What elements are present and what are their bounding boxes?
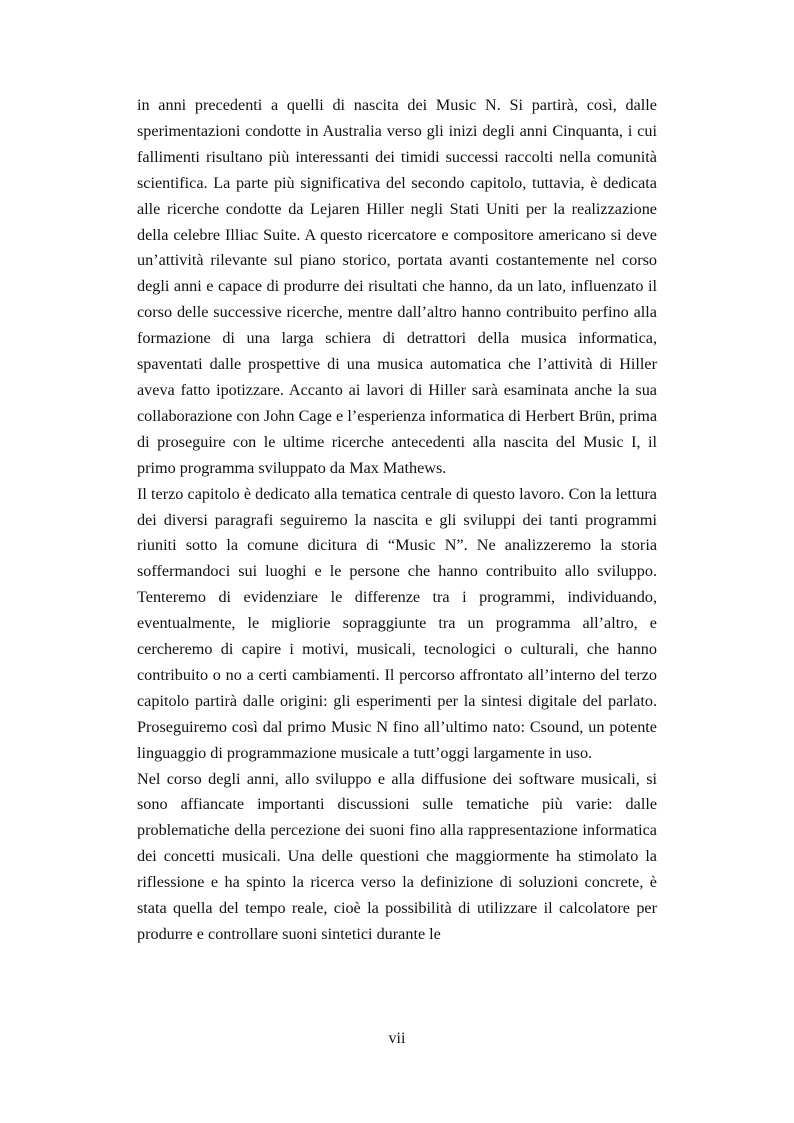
paragraph-2: Il terzo capitolo è dedicato alla tematica centrale di questo lavoro. Con la lettura dei diversi paragrafi seguiremo la nascita e gli sviluppi dei tanti programmi riuniti sotto la comune dicitura di “Music N”. Ne analizzeremo la storia soffermandoci sui luoghi e le persone che hanno contribuito allo sviluppo. Tenteremo di evidenziare le differenze tra i programmi, individuando, eventualmente, le migliorie sopraggiunte tra un programma all’altro, e cercheremo di capire i motivi, musicali, tecnologici o culturali, che hanno contribuito o no a certi cambiamenti. Il percorso affrontato all’interno del terzo capitolo partirà dalle origini: gli esperimenti per la sintesi digitale del parlato. Proseguiremo così dal primo Music N fino all’ultimo nato: Csound, un potente linguaggio di programmazione musicale a tutt’oggi largamente in uso.	[137, 484, 657, 762]
paragraph-3: Nel corso degli anni, allo sviluppo e alla diffusione dei software musicali, si sono affiancate importanti discussioni sulle tematiche più varie: dalle problematiche della percezione dei suoni fino alla rappresentazione informatica dei concetti musicali. Una delle questioni che maggiormente ha stimolato la riflessione e ha spinto la ricerca verso la definizione di soluzioni concrete, è stata quella del tempo reale, cioè la possibilità di utilizzare il calcolatore per produrre e controllare suoni sintetici durante le	[137, 769, 657, 943]
paragraph-1: in anni precedenti a quelli di nascita dei Music N. Si partirà, così, dalle sperimentazioni condotte in Australia verso gli inizi degli anni Cinquanta, i cui fallimenti risultano più interessanti dei timidi successi raccolti nella comunità scientifica. La parte più significativa del secondo capitolo, tuttavia, è dedicata alle ricerche condotte da Lejaren Hiller negli Stati Uniti per la realizzazione della celebre Illiac Suite. A questo ricercatore e compositore americano si deve un’attività rilevante sul piano storico, portata avanti costantemente nel corso degli anni e capace di produrre dei risultati che hanno, da un lato, influenzato il corso delle successive ricerche, mentre dall’altro hanno contribuito perfino alla formazione di una larga schiera di detrattori della musica informatica, spaventati dalle prospettive di una musica automatica che l’attività di Hiller aveva fatto ipotizzare. Accanto ai lavori di Hiller sarà esaminata anche la sua collaborazione con John Cage e l’esperienza informatica di Herbert Brün, prima di proseguire con le ultime ricerche antecedenti alla nascita del Music I, il primo programma sviluppato da Max Mathews.	[137, 96, 657, 477]
page-body	[137, 93, 657, 948]
page-number: vii	[388, 1030, 406, 1047]
